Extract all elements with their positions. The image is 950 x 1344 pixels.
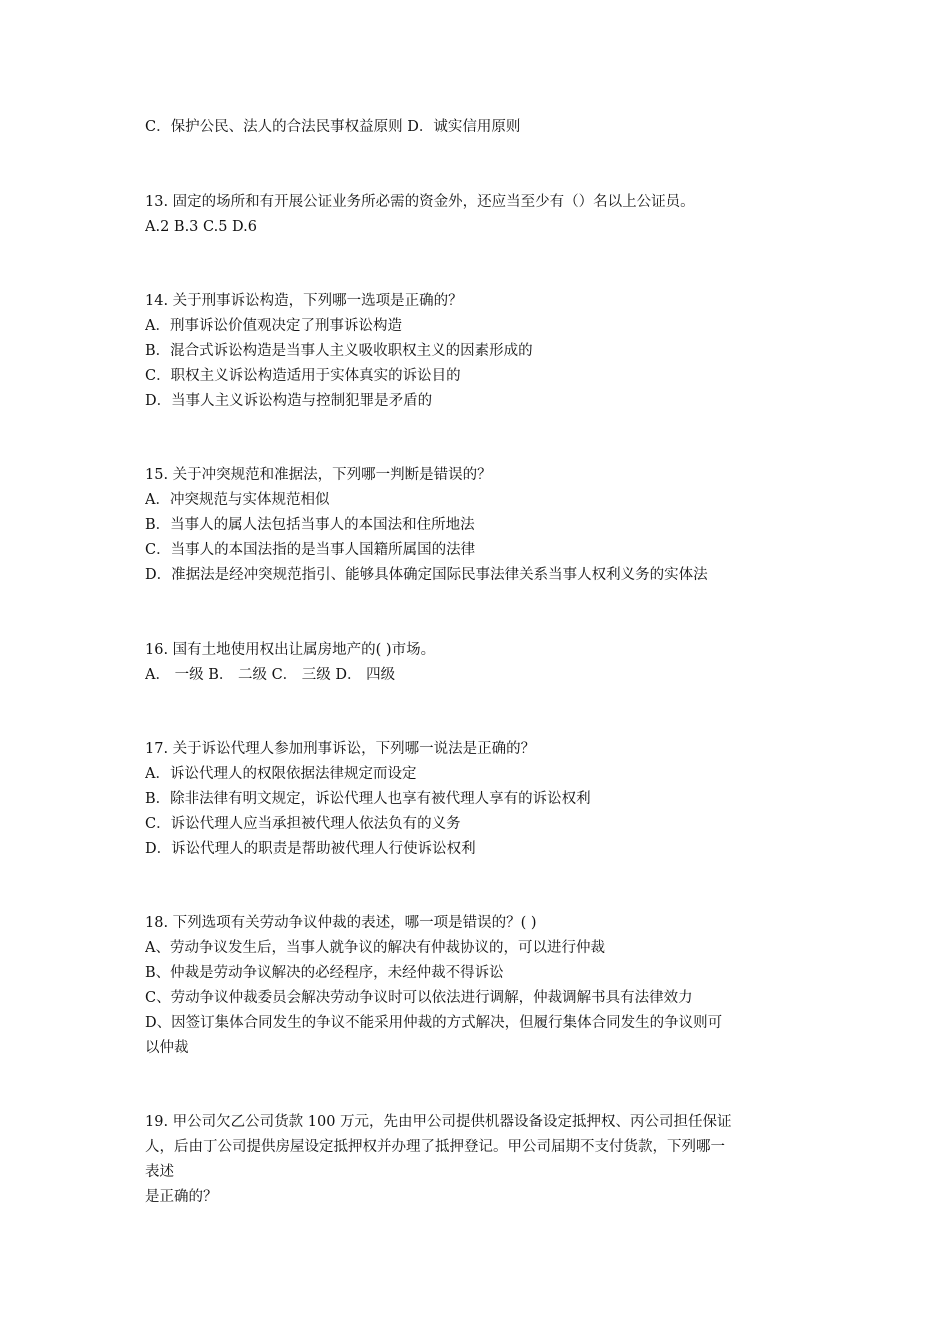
option-line: 以仲裁 [145,1040,189,1056]
option-line: D、因签订集体合同发生的争议不能采用仲裁的方式解决，但履行集体合同发生的争议则可 [145,1015,723,1031]
question-18: 18. 下列选项有关劳动争议仲裁的表述，哪一项是错误的？( ) [145,915,537,931]
option-line: B．当事人的属人法包括当事人的本国法和住所地法 [145,517,475,533]
option-line: C．保护公民、法人的合法民事权益原则 D．诚实信用原则 [145,119,521,135]
question-19-continued: 是正确的？ [145,1189,218,1205]
option-line: A．刑事诉讼价值观决定了刑事诉讼构造 [145,318,402,334]
question-14: 14. 关于刑事诉讼构造，下列哪一选项是正确的？ [145,293,463,309]
question-13: 13. 固定的场所和有开展公证业务所必需的资金外，还应当至少有（）名以上公证员。 [145,194,695,210]
option-line: A． 一级 B． 二级 C． 三级 D． 四级 [145,667,396,683]
option-line: C．职权主义诉讼构造适用于实体真实的诉讼目的 [145,368,461,384]
option-line: C．诉讼代理人应当承担被代理人依法负有的义务 [145,816,461,832]
option-line: B、仲裁是劳动争议解决的必经程序，未经仲裁不得诉讼 [145,965,504,981]
question-19-continued: 表述 [145,1164,174,1180]
question-19: 19. 甲公司欠乙公司货款 100 万元，先由甲公司提供机器设备设定抵押权、丙公司担任保证 [145,1114,732,1130]
option-line: B．除非法律有明文规定，诉讼代理人也享有被代理人享有的诉讼权利 [145,791,591,807]
option-line: B．混合式诉讼构造是当事人主义吸收职权主义的因素形成的 [145,343,533,359]
option-line: C．当事人的本国法指的是当事人国籍所属国的法律 [145,542,476,558]
option-line: A、劳动争议发生后，当事人就争议的解决有仲裁协议的，可以进行仲裁 [145,940,605,956]
question-19-continued: 人，后由丁公司提供房屋设定抵押权并办理了抵押登记。甲公司届期不支付货款，下列哪一 [145,1139,725,1155]
option-line: D．诉讼代理人的职责是帮助被代理人行使诉讼权利 [145,841,476,857]
option-line: C、劳动争议仲裁委员会解决劳动争议时可以依法进行调解，仲裁调解书具有法律效力 [145,990,693,1006]
option-line: A.2 B.3 C.5 D.6 [145,219,257,235]
option-line: D．准据法是经冲突规范指引、能够具体确定国际民事法律关系当事人权利义务的实体法 [145,567,708,583]
question-15: 15. 关于冲突规范和准据法，下列哪一判断是错误的？ [145,467,492,483]
question-17: 17. 关于诉讼代理人参加刑事诉讼，下列哪一说法是正确的？ [145,741,536,757]
option-line: D．当事人主义诉讼构造与控制犯罪是矛盾的 [145,393,433,409]
option-line: A．冲突规范与实体规范相似 [145,492,330,508]
question-16: 16. 国有土地使用权出让属房地产的( )市场。 [145,642,436,658]
option-line: A．诉讼代理人的权限依据法律规定而设定 [145,766,417,782]
